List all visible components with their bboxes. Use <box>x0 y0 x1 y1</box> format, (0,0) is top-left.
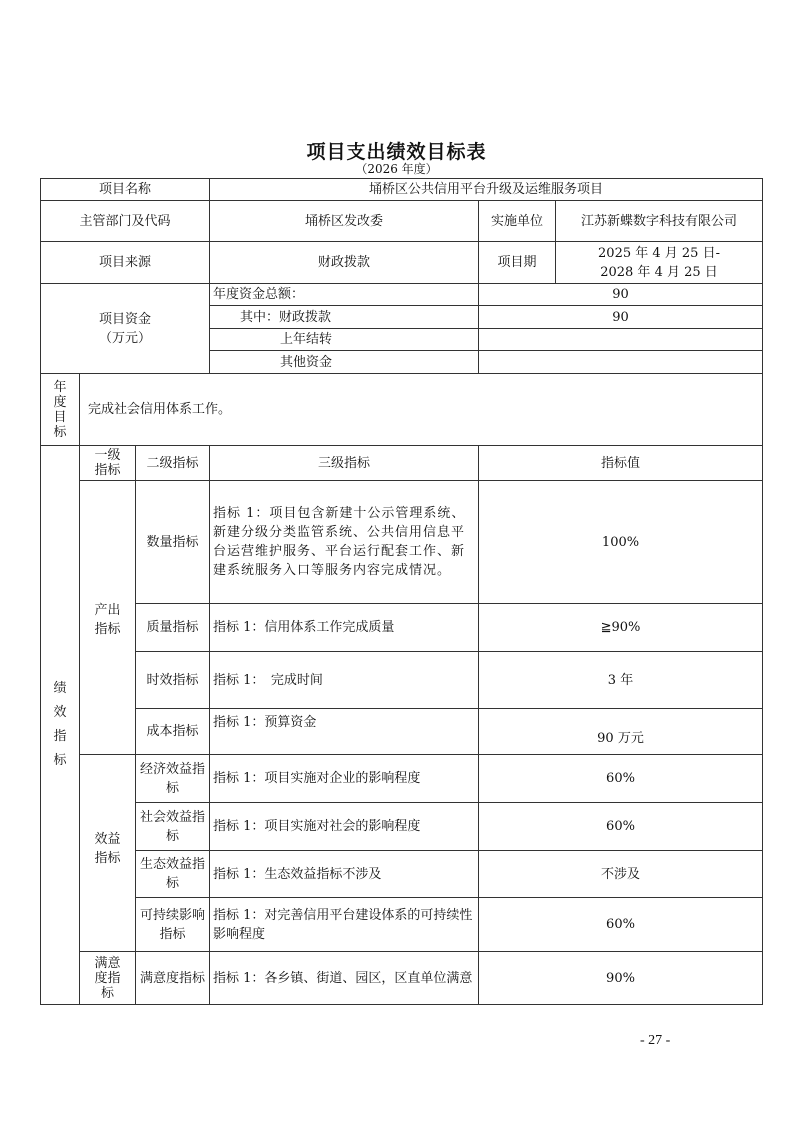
row-funds-total <box>41 284 763 306</box>
table-row <box>41 604 763 652</box>
level2-cell: 经济效益指标 <box>136 755 210 803</box>
department-value: 埇桥区发改委 <box>210 201 479 242</box>
annual-goal-label: 年度目标 <box>41 374 80 446</box>
level2-cell: 成本指标 <box>136 709 210 755</box>
header-value: 指标值 <box>479 446 763 481</box>
project-name-value: 埇桥区公共信用平台升级及运维服务项目 <box>210 179 763 201</box>
table-row <box>41 851 763 898</box>
value-cell: ≧90% <box>479 604 763 652</box>
value-cell: 90% <box>479 952 763 1005</box>
funds-row-label: 年度资金总额： <box>210 284 479 306</box>
level1-benefit: 效益指标 <box>80 755 136 952</box>
level3-cell: 指标 1：预算资金 <box>210 709 479 755</box>
level3-cell: 指标 1：对完善信用平台建设体系的可持续性影响程度 <box>210 898 479 952</box>
value-cell: 90 万元 <box>479 709 763 755</box>
value-cell: 3 年 <box>479 652 763 709</box>
table-row <box>41 803 763 851</box>
table-row <box>41 652 763 709</box>
performance-indicators-label: 绩效指标 <box>41 446 80 1005</box>
level3-cell: 指标 1： 完成时间 <box>210 652 479 709</box>
level2-cell: 时效指标 <box>136 652 210 709</box>
level2-cell: 质量指标 <box>136 604 210 652</box>
period-start: 2025 年 4 月 25 日- <box>598 245 720 261</box>
value-cell: 60% <box>479 898 763 952</box>
page-subtitle-year: （2026 年度） <box>355 162 438 176</box>
source-label: 项目来源 <box>41 242 210 284</box>
value-cell: 100% <box>479 481 763 604</box>
row-project-name <box>41 179 763 201</box>
row-department <box>41 201 763 242</box>
funds-row-value: 90 <box>479 284 763 306</box>
level2-cell: 满意度指标 <box>136 952 210 1005</box>
implementer-value: 江苏新蝶数字科技有限公司 <box>556 201 763 242</box>
value-cell: 60% <box>479 803 763 851</box>
funds-row-label: 上年结转 <box>210 329 479 351</box>
value-cell: 60% <box>479 755 763 803</box>
level2-cell: 生态效益指标 <box>136 851 210 898</box>
row-annual-goal <box>41 374 763 446</box>
level3-cell: 指标 1：项目实施对企业的影响程度 <box>210 755 479 803</box>
level3-cell: 指标 1：项目实施对社会的影响程度 <box>210 803 479 851</box>
page-title: 项目支出绩效目标表 <box>306 141 487 163</box>
funds-label <box>41 284 210 374</box>
level2-cell: 社会效益指标 <box>136 803 210 851</box>
period-end: 2028 年 4 月 25 日 <box>600 264 718 280</box>
table-row <box>41 952 763 1005</box>
funds-label-line2: （万元） <box>98 330 151 346</box>
level3-cell: 指标 1：各乡镇、街道、园区，区直单位满意 <box>210 952 479 1005</box>
page-number: - 27 - <box>640 1033 671 1048</box>
project-name-label: 项目名称 <box>41 179 210 201</box>
row-indicator-header <box>41 446 763 481</box>
header-level1: 一级指标 <box>80 446 136 481</box>
funds-row-value: 90 <box>479 306 763 329</box>
level3-cell: 指标 1：信用体系工作完成质量 <box>210 604 479 652</box>
table-row <box>41 898 763 952</box>
funds-row-label: 其中：财政拨款 <box>210 306 479 329</box>
performance-goal-table <box>40 178 763 1005</box>
level2-cell: 数量指标 <box>136 481 210 604</box>
funds-row-label: 其他资金 <box>210 351 479 374</box>
implementer-label: 实施单位 <box>479 201 556 242</box>
level1-satisfaction: 满意度指标 <box>80 952 136 1005</box>
row-source <box>41 242 763 284</box>
value-cell: 不涉及 <box>479 851 763 898</box>
table-row <box>41 481 763 604</box>
funds-row-value <box>479 329 763 351</box>
department-label: 主管部门及代码 <box>41 201 210 242</box>
level2-cell: 可持续影响指标 <box>136 898 210 952</box>
annual-goal-value: 完成社会信用体系工作。 <box>80 374 763 446</box>
table-row <box>41 709 763 755</box>
period-value <box>556 242 763 284</box>
table-row <box>41 755 763 803</box>
header-level2: 二级指标 <box>136 446 210 481</box>
level1-output: 产出指标 <box>80 481 136 755</box>
funds-label-line1: 项目资金 <box>98 311 151 327</box>
period-label: 项目期 <box>479 242 556 284</box>
level3-cell: 指标 1：项目包含新建十公示管理系统、新建分级分类监管系统、公共信用信息平台运营维护服务、平台运行配套工作、新建系统服务入口等服务内容完成情况。 <box>210 481 479 604</box>
level3-cell: 指标 1：生态效益指标不涉及 <box>210 851 479 898</box>
source-value: 财政拨款 <box>210 242 479 284</box>
header-level3: 三级指标 <box>210 446 479 481</box>
funds-row-value <box>479 351 763 374</box>
